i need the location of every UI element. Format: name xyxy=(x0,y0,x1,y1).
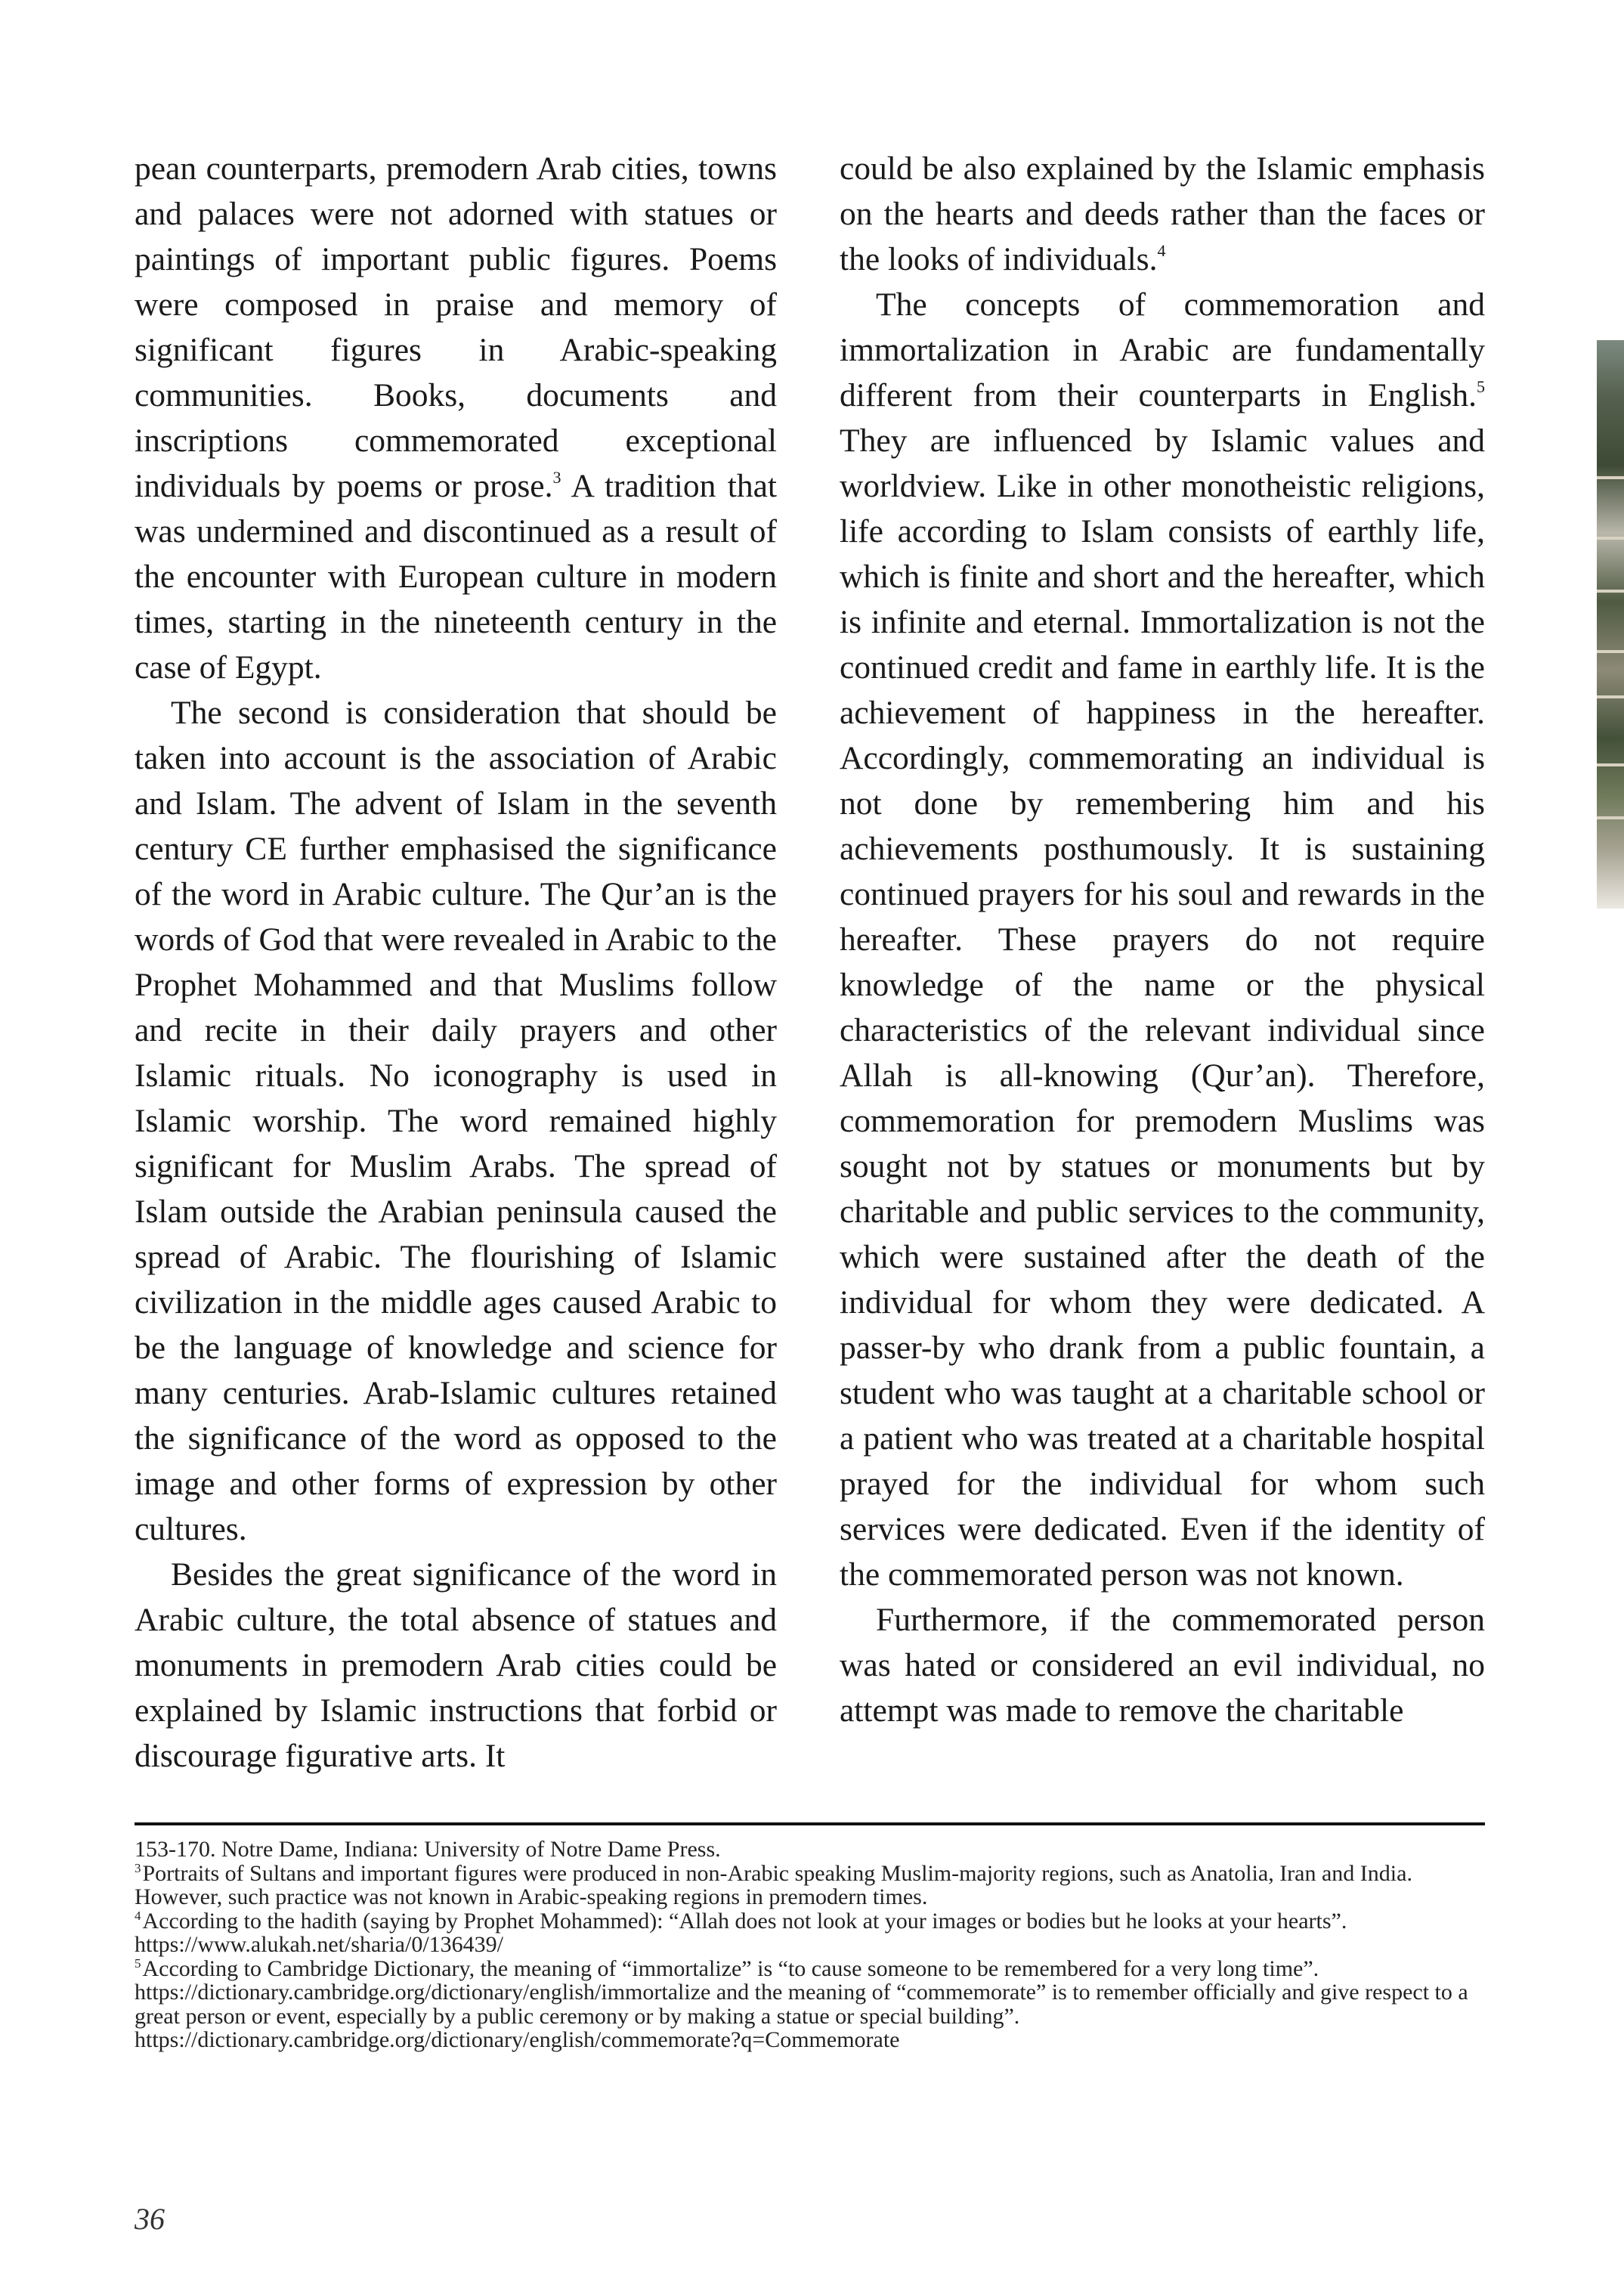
footnote xyxy=(135,1909,1485,1957)
edge-photo xyxy=(1597,340,1624,909)
footnote xyxy=(135,1862,1485,1909)
paragraph xyxy=(135,1552,777,1779)
paragraph xyxy=(840,1597,1485,1733)
footnote xyxy=(135,1838,1485,1862)
footnote-text: 153-170. Notre Dame, Indiana: University of Notre Dame Press. xyxy=(135,1837,721,1862)
footnote-ref: 3 xyxy=(552,468,561,487)
page-number: 36 xyxy=(135,2202,165,2236)
footnote-number: 5 xyxy=(135,1955,141,1971)
paragraph-text: could be also explained by the Islamic emphasis on the hearts and deeds rather than the faces or the looks of individuals. xyxy=(840,150,1485,277)
paragraph-text: The concepts of commemoration and immortalization in Arabic are fundamentally different from their counterparts in English. xyxy=(840,286,1485,413)
left-text-column xyxy=(135,146,777,1779)
footnote-ref: 4 xyxy=(1157,241,1166,260)
footnote-ref: 5 xyxy=(1477,377,1485,396)
paragraph-text: They are influenced by Islamic values and worldview. Like in other monotheistic religions, life according to Islam consists of earthly life, which is finite and short and the hereafter, which is infinite and eternal. Immortalization is not the continued credit and fame in earthly life. It is the achievement of happiness in the hereafter. Accordingly, commemorating an individual is not done by remembering him and his achievements posthumously. It is sustaining continued prayers for his soul and rewards in the hereafter. These prayers do not require knowledge of the name or the physical characteristics of the relevant individual since Allah is all-knowing (Qur’an). Therefore, commemoration for premodern Muslims was sought not by statues or monuments but by charitable and public services to the community, which were sustained after the death of the individual for whom they were dedicated. A passer-by who drank from a public fountain, a student who was taught at a charitable school or a patient who was treated at a charitable hospital prayed for the individual for whom such services were dedicated. Even if the identity of the commemorated person was not known. xyxy=(840,423,1485,1593)
footnote-number: 4 xyxy=(135,1908,141,1923)
footnote-number: 3 xyxy=(135,1860,141,1875)
footnote-divider xyxy=(135,1822,1485,1825)
footnote xyxy=(135,2028,1485,2052)
paragraph-text: Besides the great significance of the word in Arabic culture, the total absence of statues and monuments in premodern Arab cities could be explained by Islamic instructions that forbid or discourage figurative arts. It xyxy=(135,1556,777,1774)
footnote-text: According to the hadith (saying by Prophet Mohammed): “Allah does not look at your images or bodies but he looks at your hearts”. https://www.alukah.net/sharia/0/136439/ xyxy=(135,1908,1347,1957)
paragraph xyxy=(840,146,1485,282)
paragraph-text: Furthermore, if the commemorated person was hated or considered an evil individual, no attempt was made to remove the charitable xyxy=(840,1602,1485,1729)
right-text-column xyxy=(840,146,1485,1733)
paragraph-text: A tradition that was undermined and discontinued as a result of the encounter with European culture in modern times, starting in the nineteenth century in the case of Egypt. xyxy=(135,468,777,686)
footnotes-section xyxy=(135,1838,1485,2052)
footnote-text: According to Cambridge Dictionary, the meaning of “immortalize” is “to cause someone to be remembered for a very long time”. https://dictionary.cambridge.org/dictionary/english/immortalize and the meaning of “commemorate” is to remember officially and give respect to a great person or event, especially by a public ceremony or by making a statue or special building”. xyxy=(135,1955,1468,2029)
paragraph xyxy=(135,146,777,690)
paragraph xyxy=(135,690,777,1552)
paragraph-text: pean counterparts, premodern Arab cities, towns and palaces were not adorned with statues or paintings of important public figures. Poems were composed in praise and memory of significant figures in Arabic-speaking communities. Books, documents and inscriptions commemorated exceptional individuals by poems or prose. xyxy=(135,150,777,504)
footnote xyxy=(135,1957,1485,2029)
paragraph xyxy=(840,282,1485,1597)
footnote-text: https://dictionary.cambridge.org/dictionary/english/commemorate?q=Commemorate xyxy=(135,2027,900,2052)
footnote-text: Portraits of Sultans and important figures were produced in non-Arabic speaking Muslim-majority regions, such as Anatolia, Iran and India. However, such practice was not known in Arabic-speaking regions in premodern times. xyxy=(135,1860,1412,1909)
paragraph-text: The second is consideration that should be taken into account is the association of Arabic and Islam. The advent of Islam in the seventh century CE further emphasised the significance of the word in Arabic culture. The Qur’an is the words of God that were revealed in Arabic to the Prophet Mohammed and that Muslims follow and recite in their daily prayers and other Islamic rituals. No iconography is used in Islamic worship. The word remained highly significant for Muslim Arabs. The spread of Islam outside the Arabian peninsula caused the spread of Arabic. The flourishing of Islamic civilization in the middle ages caused Arabic to be the language of knowledge and science for many centuries. Arab-Islamic cultures retained the significance of the word as opposed to the image and other forms of expression by other cultures. xyxy=(135,695,777,1547)
